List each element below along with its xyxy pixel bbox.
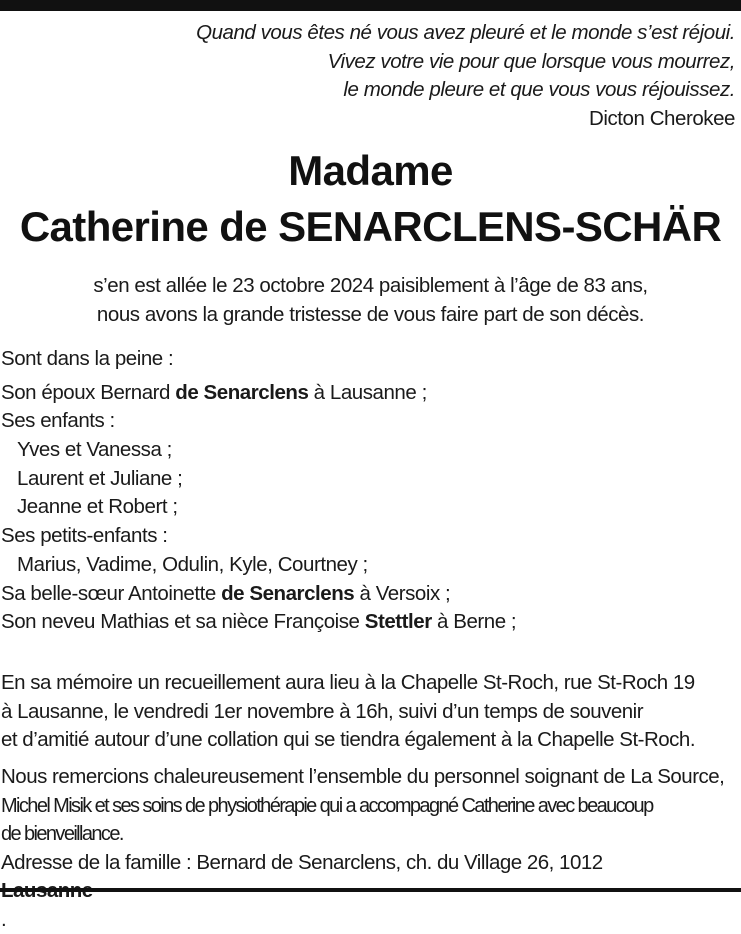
sister-in-law-suffix: à Versoix ; [354, 582, 450, 605]
quote-source: Dicton Cherokee [35, 105, 735, 134]
memorial-line-1: En sa mémoire un recueillement aura lieu à la Chapelle St-Roch, rue St-Roch 19 [1, 669, 741, 698]
spouse-line [1, 379, 741, 408]
sister-in-law-surname: de Senarclens [221, 582, 354, 605]
mourners-heading: Sont dans la peine : [1, 345, 741, 374]
epigraph [35, 19, 735, 133]
nephew-niece-suffix: à Berne ; [432, 610, 516, 633]
mourners-list [1, 345, 741, 637]
nephew-niece-line [1, 608, 741, 637]
bottom-border [0, 888, 741, 892]
quote-line-1: Quand vous êtes né vous avez pleuré et le monde s’est réjoui. [35, 19, 735, 48]
child-item: Yves et Vanessa ; [1, 436, 741, 465]
grandchildren-names: Marius, Vadime, Odulin, Kyle, Courtney ; [1, 551, 741, 580]
spouse-suffix: à Lausanne ; [308, 381, 426, 404]
thanks-paragraph [1, 763, 741, 934]
thanks-line-2: Michel Misik et ses soins de physiothérapie qui a accompagné Catherine avec beaucoup [1, 792, 741, 821]
child-item: Jeanne et Robert ; [1, 493, 741, 522]
sister-in-law-line [1, 580, 741, 609]
sister-in-law-prefix: Sa belle-sœur Antoinette [1, 582, 221, 605]
nephew-niece-surname: Stettler [365, 610, 432, 633]
spouse-surname: de Senarclens [175, 381, 308, 404]
spouse-prefix: Son époux Bernard [1, 381, 175, 404]
top-border [0, 0, 741, 11]
deceased-title: Madame [0, 143, 741, 199]
grandchildren-heading: Ses petits-enfants : [1, 522, 741, 551]
family-address-suffix: . [1, 906, 741, 934]
deceased-name-block [0, 143, 741, 255]
quote-line-2: Vivez votre vie pour que lorsque vous mourrez, [35, 48, 735, 77]
memorial-line-2: à Lausanne, le vendredi 1er novembre à 16h, suivi d’un temps de souvenir [1, 698, 741, 727]
announcement-line-1: s’en est allée le 23 octobre 2024 paisiblement à l’âge de 83 ans, [0, 271, 741, 300]
child-item: Laurent et Juliane ; [1, 465, 741, 494]
nephew-niece-prefix: Son neveu Mathias et sa nièce Françoise [1, 610, 365, 633]
memorial-line-3: et d’amitié autour d’une collation qui se tiendra également à la Chapelle St-Roch. [1, 726, 741, 755]
memorial-paragraph [1, 669, 741, 755]
quote-line-3: le monde pleure et que vous vous réjouissez. [35, 76, 735, 105]
deceased-full-name: Catherine de SENARCLENS-SCHÄR [0, 199, 741, 255]
family-address-prefix: Adresse de la famille : Bernard de Senarclens, ch. du Village 26, 1012 [1, 849, 741, 878]
children-heading: Ses enfants : [1, 407, 741, 436]
announcement-line-2: nous avons la grande tristesse de vous faire part de son décès. [0, 300, 741, 329]
announcement [0, 271, 741, 329]
thanks-line-1: Nous remercions chaleureusement l’ensemble du personnel soignant de La Source, [1, 763, 741, 792]
thanks-line-3: de bienveillance. [1, 820, 741, 849]
